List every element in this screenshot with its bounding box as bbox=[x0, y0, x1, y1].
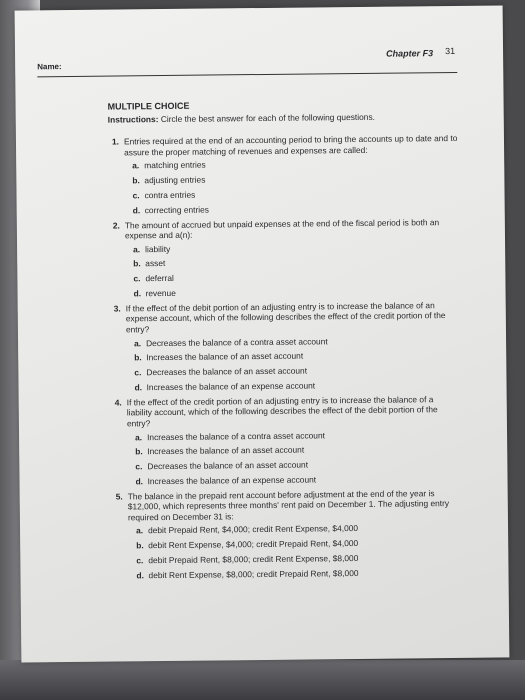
question-number: 5. bbox=[115, 491, 123, 502]
choice-letter: c. bbox=[132, 190, 140, 201]
answer-choices bbox=[126, 335, 461, 393]
choice-letter: c. bbox=[134, 367, 142, 378]
choice-text: debit Prepaid Rent, $4,000; credit Rent Expense, $4,000 bbox=[148, 523, 359, 536]
choice-text: Increases the balance of an asset account bbox=[146, 350, 304, 363]
choice-text: adjusting entries bbox=[144, 174, 206, 186]
answer-choice[interactable] bbox=[132, 187, 458, 201]
choice-text: debit Rent Expense, $4,000; credit Prepaid Rent, $4,000 bbox=[148, 538, 359, 551]
background-floor bbox=[0, 660, 525, 700]
choice-letter: d. bbox=[133, 288, 142, 299]
question-4 bbox=[111, 394, 462, 487]
choice-letter: b. bbox=[134, 352, 142, 363]
choice-text: asset bbox=[145, 258, 166, 269]
question-text: Entries required at the end of an accounting period to bring the accounts up to date and to assure the proper matching of revenues and expenses are called: bbox=[123, 133, 458, 158]
answer-choice[interactable] bbox=[132, 157, 458, 171]
choice-text: contra entries bbox=[144, 189, 196, 201]
choice-text: Decreases the balance of an asset account bbox=[147, 459, 309, 472]
choice-letter: b. bbox=[135, 446, 143, 457]
question-section bbox=[108, 98, 463, 585]
choice-letter: d. bbox=[135, 476, 144, 487]
question-number: 3. bbox=[113, 303, 121, 314]
answer-choices bbox=[128, 522, 463, 580]
answer-choice[interactable] bbox=[135, 473, 461, 487]
choice-text: matching entries bbox=[144, 159, 206, 171]
question-number: 4. bbox=[114, 397, 122, 408]
question-list bbox=[108, 133, 463, 581]
choice-text: Increases the balance of a contra asset account bbox=[147, 429, 325, 442]
choice-letter: b. bbox=[132, 175, 140, 186]
choice-text: correcting entries bbox=[144, 204, 209, 215]
answer-choice[interactable] bbox=[134, 285, 460, 299]
question-3 bbox=[110, 300, 461, 393]
answer-choice[interactable] bbox=[134, 335, 460, 349]
answer-choices bbox=[124, 157, 459, 215]
choice-letter: c. bbox=[133, 273, 141, 284]
choice-letter: d. bbox=[134, 382, 143, 393]
answer-choice[interactable] bbox=[132, 172, 458, 186]
page-number: 31 bbox=[444, 45, 456, 57]
answer-choice[interactable] bbox=[135, 443, 461, 457]
answer-choice[interactable] bbox=[133, 241, 459, 255]
choice-text: liability bbox=[145, 243, 171, 254]
question-1 bbox=[108, 133, 459, 216]
answer-choice[interactable] bbox=[135, 428, 461, 442]
answer-choices bbox=[125, 241, 460, 299]
choice-letter: a. bbox=[135, 431, 143, 442]
choice-text: deferral bbox=[145, 273, 174, 284]
choice-letter: a. bbox=[134, 337, 142, 348]
instructions-label: Instructions: bbox=[107, 113, 159, 125]
answer-choice[interactable] bbox=[134, 379, 460, 393]
chapter-label: Chapter F3 bbox=[386, 48, 434, 59]
choice-text: revenue bbox=[145, 287, 176, 299]
answer-choice[interactable] bbox=[133, 255, 459, 269]
answer-choice[interactable] bbox=[134, 364, 460, 378]
name-label: Name: bbox=[37, 62, 62, 72]
section-title: MULTIPLE CHOICE bbox=[107, 100, 190, 112]
choice-letter: d. bbox=[136, 569, 145, 581]
choice-text: debit Prepaid Rent, $8,000; credit Rent Expense, $8,000 bbox=[148, 552, 359, 566]
question-number: 2. bbox=[112, 219, 120, 231]
question-text: If the effect of the debit portion of an adjusting entry is to increase the balance of an expense account, which of the following describes the effect of the credit portion of the entry? bbox=[125, 300, 446, 335]
question-5 bbox=[112, 488, 463, 581]
answer-choice[interactable] bbox=[136, 522, 462, 536]
choice-letter: a. bbox=[132, 160, 140, 171]
question-text: The balance in the prepaid rent account before adjustment at the end of the year is $12,000, which represents three months' rent paid on December 1. The adjusting entry required on December 31 is: bbox=[127, 487, 450, 523]
choice-text: Decreases the balance of an asset account bbox=[146, 365, 308, 378]
question-text: The amount of accrued but unpaid expenses at the end of the fiscal period is both an expense and a(n): bbox=[124, 216, 440, 241]
answer-choice[interactable] bbox=[133, 270, 459, 284]
answer-choice[interactable] bbox=[136, 567, 462, 581]
answer-choice[interactable] bbox=[136, 537, 462, 551]
choice-text: Decreases the balance of a contra asset account bbox=[146, 335, 328, 348]
choice-letter: d. bbox=[132, 204, 141, 216]
choice-letter: b. bbox=[133, 258, 141, 269]
question-text: If the effect of the credit portion of an adjusting entry is to increase the balance of a liability account, which of the following describes the effect of the debit portion of the entry? bbox=[126, 393, 438, 429]
page-header bbox=[37, 45, 457, 77]
choice-text: Increases the balance of an expense account bbox=[146, 380, 316, 393]
question-2 bbox=[109, 216, 460, 299]
instructions bbox=[108, 111, 458, 125]
answer-choice[interactable] bbox=[136, 552, 462, 566]
choice-letter: c. bbox=[135, 461, 143, 472]
question-number: 1. bbox=[111, 136, 120, 147]
answer-choice[interactable] bbox=[134, 349, 460, 363]
worksheet-page bbox=[15, 5, 510, 662]
answer-choices bbox=[127, 428, 462, 486]
choice-text: debit Rent Expense, $8,000; credit Prepaid Rent, $8,000 bbox=[148, 567, 359, 580]
choice-text: Increases the balance of an expense account bbox=[147, 474, 317, 487]
answer-choice[interactable] bbox=[135, 458, 461, 472]
answer-choice[interactable] bbox=[133, 202, 459, 216]
choice-letter: b. bbox=[136, 540, 144, 551]
instructions-text: Circle the best answer for each of the following questions. bbox=[160, 111, 375, 124]
choice-letter: a. bbox=[133, 243, 141, 255]
choice-letter: a. bbox=[136, 525, 144, 536]
choice-letter: c. bbox=[136, 555, 144, 566]
choice-text: Increases the balance of an asset account bbox=[147, 444, 305, 457]
